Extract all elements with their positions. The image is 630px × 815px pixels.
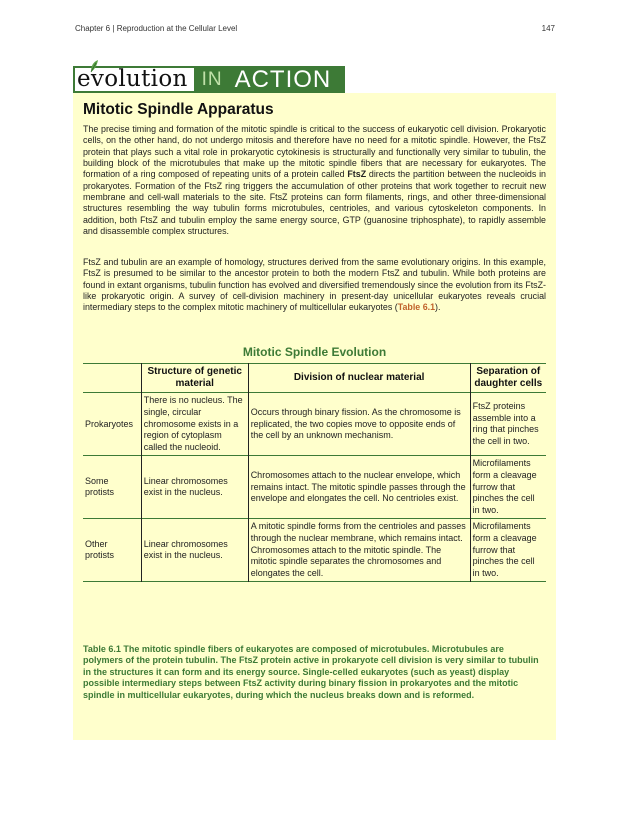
para1-text-a: The precise timing and formation of the mitotic spindle is critical to the success of eukaryotic cell division. Prokaryotic cells, on the other hand, do not undergo mitosis and therefore have no need for a mitotic spindle. However, the FtsZ protein that plays such a vital role in prokaryotic cytokinesis is structurally and functionally very similar to tubulin, the building block of the microtubules that make up the mitotic spindle fibers that are necessary for eukaryotes. The formation of a ring composed of repeating units of a protein called [83,124,546,180]
banner-word-evolution [75,68,194,91]
table-cell: Microfilaments form a cleavage furrow that pinches the cell in two. [470,456,546,519]
para2-text-a: FtsZ and tubulin are an example of homology, structures derived from the same evolutionary origins. In this example, FtsZ is presumed to be similar to the ancestor protein to both the modern FtsZ and tubulin. While both proteins are found in extant organisms, tubulin function has evolved and diversified tremendously since the evolution from its FtsZ-like prokaryotic origin. A survey of cell-division machinery in present-day unicellular eukaryotes reveals crucial intermediary steps to the complex mitotic machinery of multicellular eukaryotes ( [83,257,546,313]
table-cell: Chromosomes attach to the nuclear envelope, which remains intact. The mitotic spindle passes through the envelope and elongates the cell. No centrioles exist. [248,456,470,519]
feature-paragraph-2 [83,257,546,314]
banner-word-action: ACTION [234,65,332,93]
banner-evolution-text: evolution [77,66,188,92]
table-cell: There is no nucleus. The single, circular chromosome exists in a region of cytoplasm called the nucleoid. [141,393,248,456]
header-cell-structure: Structure of genetic material [141,364,248,393]
row-label: Other protists [85,538,115,561]
leaf-icon [89,59,99,73]
header-cell-separation: Separation of daughter cells [470,364,546,393]
para2-text-b: ). [435,302,441,313]
row-label: Prokaryotes [85,418,134,429]
header-cell-organism [83,364,141,393]
table-header-row [83,364,546,393]
feature-box [73,93,556,740]
table-row [83,393,546,456]
table-row [83,456,546,519]
table-reference-link[interactable]: Table 6.1 [397,302,436,313]
table-row [83,519,546,582]
table-cell: A mitotic spindle forms from the centrioles and passes through the nuclear membrane, which remains intact. Chromosomes attach to the mitotic spindle. The mitotic spindle separates the chromosomes and elongates the cell. [248,519,470,582]
chapter-label: Chapter 6 [75,24,111,33]
chapter-title: Reproduction at the Cellular Level [116,24,238,33]
header-cell-division: Division of nuclear material [248,364,470,393]
running-head-separator: | [112,24,115,33]
table-title: Mitotic Spindle Evolution [242,345,387,359]
running-head [75,24,555,33]
para1-text-b: directs the partition between the nucleoids in prokaryotes. Formation of the FtsZ ring triggers the accumulation of other proteins that work together to recruit new membrane and cell-wall materials to the site. FtsZ proteins can form filaments, rings, and other three-dimensional structures resembling the way tubulin forms microtubules, centrioles, and various cytoskeleton components. In addition, both FtsZ and tubulin employ the same energy source, GTP (guanosine triphosphate), to rapidly assemble and disassemble complex structures. [83,169,546,237]
feature-paragraph-1 [83,124,546,237]
table-cell: Linear chromosomes exist in the nucleus. [141,519,248,582]
table-cell: Microfilaments form a cleavage furrow that pinches the cell in two. [470,519,546,582]
banner-word-in: IN [201,68,223,90]
table-cell: FtsZ proteins assemble into a ring that pinches the cell in two. [470,393,546,456]
page-number: 147 [541,24,555,33]
table-cell: Occurs through binary fission. As the chromosome is replicated, the two copies move to opposite ends of the cell by an unknown mechanism. [248,393,470,456]
evolution-in-action-banner [73,66,345,93]
ftsz-term: FtsZ [347,169,367,180]
mitotic-spindle-table [83,363,546,582]
table-caption: Table 6.1 The mitotic spindle fibers of eukaryotes are composed of microtubules. Microtubules are polymers of the protein tubulin. The FtsZ protein active in prokaryote cell division is very similar to tubulin in the structures it can form and its energy source. Single-celled eukaryotes (such as yeast) display possible intermediary steps between FtsZ activity during binary fission in prokaryotes and the mitotic spindle in multicellular eukaryotes, during which the nucleus breaks down and is reformed. [83,644,539,700]
feature-title: Mitotic Spindle Apparatus [83,101,274,118]
row-label: Some protists [85,475,115,498]
table-cell: Linear chromosomes exist in the nucleus. [141,456,248,519]
